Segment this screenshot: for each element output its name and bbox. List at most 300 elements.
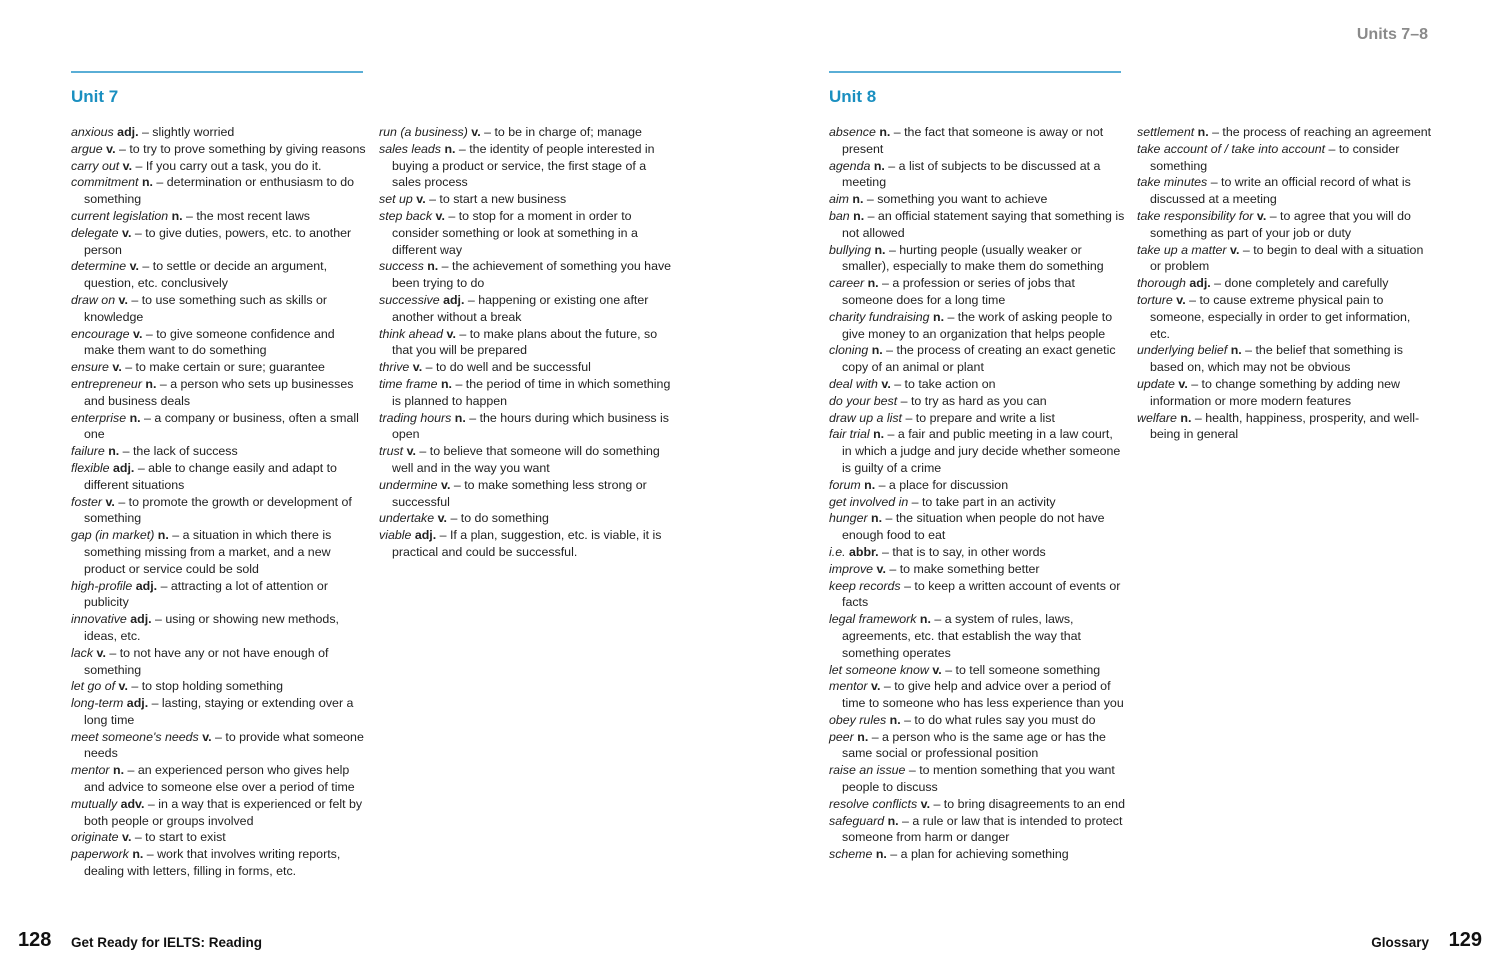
- glossary-entry: [829, 762, 1125, 796]
- unit-7-rule: [71, 71, 363, 73]
- entry-part-of-speech: v.: [1178, 376, 1188, 391]
- entry-part-of-speech: v.: [105, 494, 115, 509]
- glossary-entry: [829, 191, 1125, 208]
- entry-term: let someone know: [829, 662, 929, 677]
- entry-term: hunger: [829, 511, 868, 526]
- entry-term: gap (in market): [71, 528, 155, 543]
- entry-definition: – to mention something that you want people to discuss: [842, 763, 1115, 795]
- entry-term: mentor: [71, 763, 110, 778]
- entry-part-of-speech: n.: [873, 158, 885, 173]
- entry-definition: – the work of asking people to give money to an organization that helps people: [842, 309, 1113, 341]
- entry-term: paperwork: [71, 847, 129, 862]
- glossary-entry: [71, 796, 367, 830]
- entry-definition: – the period of time in which something is planned to happen: [392, 376, 671, 408]
- entry-term: take minutes: [1137, 175, 1208, 190]
- entry-part-of-speech: v.: [1230, 242, 1240, 257]
- glossary-entry: [71, 678, 367, 695]
- entry-term: torture: [1137, 292, 1173, 307]
- entry-definition: – the achievement of something you have been trying to do: [392, 259, 672, 291]
- entry-definition: – the identity of people interested in buying a product or service, the first stage of a sales process: [392, 141, 655, 190]
- glossary-entry: [829, 796, 1125, 813]
- entry-term: thrive: [379, 360, 410, 375]
- glossary-entry: [829, 813, 1125, 847]
- entry-term: undertake: [379, 511, 435, 526]
- entry-term: get involved in: [829, 494, 909, 509]
- entry-definition: – to begin to deal with a situation or problem: [1150, 242, 1424, 274]
- entry-definition: – to prepare and write a list: [902, 410, 1055, 425]
- entry-part-of-speech: v.: [118, 679, 128, 694]
- glossary-entry: [1137, 342, 1433, 376]
- glossary-entry: [829, 393, 1125, 410]
- entry-definition: – to do what rules say you must do: [900, 712, 1096, 727]
- entry-term: delegate: [71, 225, 119, 240]
- entry-definition: – a person who sets up businesses and business deals: [84, 376, 354, 408]
- glossary-entry: [379, 124, 675, 141]
- glossary-entry: [71, 174, 367, 208]
- entry-part-of-speech: n.: [157, 528, 169, 543]
- entry-part-of-speech: v.: [437, 511, 447, 526]
- entry-term: charity fundraising: [829, 309, 930, 324]
- glossary-entry: [71, 578, 367, 612]
- left-page-number: 128: [18, 929, 52, 951]
- glossary-entry: [71, 326, 367, 360]
- entry-part-of-speech: n.: [113, 763, 125, 778]
- glossary-entry: [829, 342, 1125, 376]
- entry-part-of-speech: adj.: [130, 612, 152, 627]
- entry-part-of-speech: v.: [932, 662, 942, 677]
- glossary-entry: [1137, 208, 1433, 242]
- entry-term: argue: [71, 141, 103, 156]
- glossary-entry: [829, 578, 1125, 612]
- entry-term: meet someone's needs: [71, 729, 199, 744]
- entry-part-of-speech: n.: [889, 712, 901, 727]
- entry-term: career: [829, 276, 865, 291]
- entry-term: high-profile: [71, 578, 133, 593]
- entry-term: peer: [829, 729, 854, 744]
- glossary-entry: [1137, 275, 1433, 292]
- entry-part-of-speech: adj.: [135, 578, 158, 593]
- entry-part-of-speech: n.: [1230, 343, 1242, 358]
- entry-definition: – to make something better: [885, 561, 1040, 576]
- entry-term: step back: [379, 208, 433, 223]
- glossary-entry: [1137, 124, 1433, 141]
- entry-part-of-speech: adv.: [120, 796, 145, 811]
- right-page-number: 129: [1448, 929, 1482, 951]
- unit-8-title: Unit 8: [829, 87, 877, 106]
- glossary-entry: [829, 712, 1125, 729]
- entry-term: improve: [829, 561, 874, 576]
- entry-part-of-speech: v.: [129, 259, 139, 274]
- entry-term: set up: [379, 192, 413, 207]
- entry-part-of-speech: n.: [129, 410, 141, 425]
- entry-part-of-speech: n.: [864, 477, 876, 492]
- entry-definition: – an experienced person who gives help and advice to someone else over a period of time: [84, 763, 355, 795]
- entry-definition: – to agree that you will do something as part of your job or duty: [1150, 208, 1411, 240]
- glossary-column-4: [1137, 124, 1433, 443]
- glossary-entry: [71, 443, 367, 460]
- glossary-entry: [379, 376, 675, 410]
- entry-part-of-speech: v.: [122, 158, 133, 173]
- entry-definition: – something you want to achieve: [863, 192, 1048, 207]
- glossary-entry: [71, 258, 367, 292]
- entry-term: trading hours: [379, 410, 452, 425]
- glossary-entry: [379, 510, 675, 527]
- entry-term: current legislation: [71, 208, 169, 223]
- entry-part-of-speech: n.: [132, 847, 144, 862]
- entry-part-of-speech: n.: [887, 813, 899, 828]
- entry-part-of-speech: v.: [881, 376, 891, 391]
- entry-definition: – lasting, staying or extending over a long time: [84, 696, 354, 727]
- entry-definition: – the most recent laws: [182, 208, 310, 223]
- entry-definition: – using or showing new methods, ideas, etc.: [84, 612, 339, 643]
- entry-term: bullying: [829, 242, 872, 257]
- entry-part-of-speech: v.: [876, 561, 886, 576]
- entry-part-of-speech: v.: [471, 125, 481, 139]
- entry-part-of-speech: n.: [853, 208, 865, 223]
- entry-definition: – the fact that someone is away or not present: [842, 125, 1104, 156]
- entry-term: think ahead: [379, 326, 444, 341]
- entry-part-of-speech: adj.: [113, 460, 135, 475]
- entry-definition: – determination or enthusiasm to do something: [84, 175, 355, 207]
- entry-part-of-speech: adj.: [126, 696, 149, 711]
- entry-term: take responsibility for: [1137, 208, 1254, 223]
- glossary-entry: [829, 208, 1125, 242]
- entry-part-of-speech: n.: [875, 847, 887, 862]
- entry-definition: – to believe that someone will do something well and in the way you want: [392, 444, 660, 475]
- entry-part-of-speech: abbr.: [848, 544, 879, 559]
- glossary-entry: [829, 729, 1125, 763]
- entry-term: ensure: [71, 360, 109, 375]
- entry-term: update: [1137, 376, 1175, 391]
- glossary-entry: [71, 359, 367, 376]
- glossary-entry: [71, 376, 367, 410]
- glossary-entry: [379, 443, 675, 477]
- entry-definition: – the process of creating an exact genetic copy of an animal or plant: [842, 343, 1116, 375]
- glossary-entry: [379, 410, 675, 444]
- entry-part-of-speech: n.: [857, 729, 869, 744]
- entry-definition: – the lack of success: [119, 444, 238, 459]
- glossary-entry: [379, 292, 675, 326]
- entry-definition: – health, happiness, prosperity, and well-being in general: [1150, 410, 1420, 442]
- entry-definition: – a person who is the same age or has the same social or professional position: [842, 729, 1106, 761]
- entry-definition: – to make something less strong or successful: [392, 477, 647, 509]
- glossary-entry: [829, 309, 1125, 343]
- entry-part-of-speech: n.: [919, 612, 931, 627]
- entry-part-of-speech: v.: [133, 326, 143, 341]
- entry-definition: – to stop holding something: [127, 679, 283, 694]
- entry-term: fair trial: [829, 427, 870, 442]
- glossary-entry: [379, 141, 675, 191]
- entry-part-of-speech: n.: [444, 141, 456, 156]
- entry-part-of-speech: n.: [867, 276, 879, 291]
- entry-definition: – to take action on: [890, 376, 996, 391]
- entry-definition: – hurting people (usually weaker or smaller), especially to make them do something: [842, 242, 1104, 274]
- entry-definition: – to promote the growth or development of something: [84, 494, 352, 526]
- entry-term: anxious: [71, 125, 114, 139]
- entry-definition: – to make certain or sure; guarantee: [121, 360, 325, 375]
- glossary-entry: [829, 544, 1125, 561]
- glossary-entry: [829, 494, 1125, 511]
- entry-part-of-speech: n.: [852, 192, 864, 207]
- entry-definition: – to provide what someone needs: [84, 729, 364, 761]
- entry-definition: – a company or business, often a small one: [84, 410, 359, 442]
- entry-definition: – the process of reaching an agreement: [1208, 125, 1432, 139]
- entry-definition: – to settle or decide an argument, question, etc. conclusively: [84, 259, 328, 291]
- glossary-entry: [829, 611, 1125, 661]
- entry-term: aim: [829, 192, 849, 207]
- glossary-entry: [829, 376, 1125, 393]
- glossary-entry: [379, 359, 675, 376]
- entry-part-of-speech: adj.: [117, 125, 139, 139]
- glossary-entry: [829, 477, 1125, 494]
- entry-definition: – to change something by adding new information or more modern features: [1150, 376, 1400, 408]
- entry-definition: – happening or existing one after another without a break: [392, 292, 649, 324]
- entry-definition: – to do well and be successful: [422, 360, 591, 375]
- entry-term: resolve conflicts: [829, 796, 918, 811]
- glossary-entry: [71, 695, 367, 729]
- entry-part-of-speech: v.: [1176, 292, 1186, 307]
- glossary-entry: [379, 477, 675, 511]
- entry-definition: – to keep a written account of events or facts: [842, 578, 1121, 610]
- glossary-entry: [71, 846, 367, 880]
- entry-definition: – to tell someone something: [941, 662, 1101, 677]
- glossary-entry: [829, 510, 1125, 544]
- entry-term: i.e.: [829, 544, 846, 559]
- entry-term: take up a matter: [1137, 242, 1227, 257]
- glossary-entry: [1137, 141, 1433, 175]
- entry-term: ban: [829, 208, 850, 223]
- glossary-entry: [829, 846, 1125, 863]
- entry-term: draw on: [71, 292, 116, 307]
- entry-term: cloning: [829, 343, 869, 358]
- entry-term: success: [379, 259, 424, 274]
- glossary-entry: [829, 561, 1125, 578]
- entry-term: absence: [829, 125, 876, 139]
- glossary-entry: [71, 208, 367, 225]
- glossary-entry: [829, 426, 1125, 476]
- entry-definition: – work that involves writing reports, dealing with letters, filling in forms, etc.: [84, 847, 341, 879]
- entry-term: run (a business): [379, 125, 468, 139]
- glossary-entry: [71, 494, 367, 528]
- glossary-entry: [379, 527, 675, 561]
- entry-term: raise an issue: [829, 763, 906, 778]
- unit-8-rule: [829, 71, 1121, 73]
- entry-term: forum: [829, 477, 861, 492]
- unit-7-title: Unit 7: [71, 87, 119, 106]
- entry-part-of-speech: n.: [171, 208, 183, 223]
- glossary-entry: [379, 208, 675, 258]
- entry-definition: – a place for discussion: [875, 477, 1009, 492]
- glossary-entry: [71, 829, 367, 846]
- entry-term: innovative: [71, 612, 127, 627]
- glossary-entry: [71, 611, 367, 645]
- entry-term: mutually: [71, 796, 118, 811]
- entry-definition: – to bring disagreements to an end: [930, 796, 1125, 811]
- entry-definition: – If a plan, suggestion, etc. is viable, it is practical and could be successful.: [392, 528, 662, 559]
- glossary-entry: [71, 141, 367, 158]
- entry-definition: – to try as hard as you can: [897, 393, 1047, 408]
- entry-term: commitment: [71, 175, 139, 190]
- entry-part-of-speech: v.: [871, 679, 881, 694]
- entry-definition: – a list of subjects to be discussed at a meeting: [842, 158, 1101, 190]
- glossary-entry: [829, 275, 1125, 309]
- entry-term: foster: [71, 494, 102, 509]
- entry-definition: – done completely and carefully: [1210, 276, 1389, 291]
- glossary-entry: [829, 158, 1125, 192]
- entry-part-of-speech: n.: [454, 410, 466, 425]
- entry-term: entrepreneur: [71, 376, 142, 391]
- entry-definition: – to try to prove something by giving reasons: [115, 141, 366, 156]
- glossary-entry: [829, 410, 1125, 427]
- entry-part-of-speech: adj.: [414, 528, 437, 543]
- entry-part-of-speech: adj.: [1189, 276, 1211, 291]
- entry-definition: – to give duties, powers, etc. to another person: [84, 225, 352, 257]
- entry-definition: – a fair and public meeting in a law court, in which a judge and jury decide whether someone is guilty of a crime: [842, 427, 1121, 475]
- book-title: Get Ready for IELTS: Reading: [71, 935, 263, 950]
- entry-definition: – the hours during which business is open: [392, 410, 669, 442]
- entry-term: mentor: [829, 679, 868, 694]
- glossary-column-3: [829, 124, 1125, 863]
- entry-part-of-speech: v.: [406, 444, 416, 459]
- entry-part-of-speech: v.: [920, 796, 931, 811]
- entry-term: successive: [379, 292, 440, 307]
- entry-part-of-speech: n.: [871, 511, 883, 526]
- entry-definition: – slightly worried: [138, 125, 235, 139]
- entry-part-of-speech: v.: [441, 477, 451, 492]
- entry-term: obey rules: [829, 712, 887, 727]
- entry-term: undermine: [379, 477, 438, 492]
- entry-definition: – to stop for a moment in order to consider something or look at something in a different way: [392, 208, 638, 257]
- entry-term: carry out: [71, 158, 120, 173]
- entry-term: sales leads: [379, 141, 441, 156]
- entry-part-of-speech: v.: [96, 645, 106, 660]
- entry-term: draw up a list: [829, 410, 903, 425]
- glossary-entry: [71, 460, 367, 494]
- entry-definition: – the situation when people do not have enough food to eat: [842, 511, 1105, 543]
- entry-definition: – If you carry out a task, you do it.: [132, 158, 322, 173]
- entry-term: welfare: [1137, 410, 1177, 425]
- glossary-entry: [71, 729, 367, 763]
- glossary-entry: [379, 191, 675, 208]
- entry-part-of-speech: v.: [1256, 208, 1267, 223]
- glossary-entry: [829, 678, 1125, 712]
- entry-definition: – to do something: [447, 511, 549, 526]
- entry-part-of-speech: n.: [874, 242, 886, 257]
- entry-term: viable: [379, 528, 412, 543]
- entry-term: thorough: [1137, 276, 1186, 291]
- entry-term: safeguard: [829, 813, 885, 828]
- entry-term: let go of: [71, 679, 116, 694]
- entry-definition: – to be in charge of; manage: [480, 125, 642, 139]
- entry-definition: – that is to say, in other words: [878, 544, 1046, 559]
- entry-part-of-speech: n.: [141, 175, 153, 190]
- entry-part-of-speech: n.: [427, 259, 439, 274]
- glossary-entry: [829, 662, 1125, 679]
- entry-term: originate: [71, 830, 119, 845]
- entry-definition: – a rule or law that is intended to protect someone from harm or danger: [842, 813, 1123, 845]
- entry-definition: – to start to exist: [131, 830, 226, 845]
- entry-definition: – the belief that something is based on, which may not be obvious: [1150, 343, 1403, 375]
- glossary-entry: [1137, 376, 1433, 410]
- glossary-entry: [71, 645, 367, 679]
- entry-part-of-speech: v.: [106, 141, 116, 156]
- glossary-entry: [71, 292, 367, 326]
- entry-term: take account of / take into account: [1137, 141, 1326, 156]
- entry-definition: – to consider something: [1150, 141, 1400, 173]
- entry-part-of-speech: v.: [122, 225, 132, 240]
- glossary-entry: [1137, 242, 1433, 276]
- entry-definition: – attracting a lot of attention or publicity: [84, 578, 328, 610]
- entry-term: encourage: [71, 326, 130, 341]
- entry-term: flexible: [71, 460, 110, 475]
- entry-part-of-speech: v.: [416, 192, 426, 207]
- glossary-entry: [379, 258, 675, 292]
- entry-definition: – to give help and advice over a period of time to someone who has less experience than you: [842, 679, 1124, 711]
- entry-part-of-speech: n.: [145, 376, 157, 391]
- entry-definition: – a situation in which there is something missing from a market, and a new product or service could be sold: [84, 528, 332, 576]
- entry-term: lack: [71, 645, 94, 660]
- entry-part-of-speech: v.: [112, 360, 122, 375]
- entry-part-of-speech: v.: [202, 729, 212, 744]
- entry-part-of-speech: v.: [412, 360, 423, 375]
- entry-definition: – an official statement saying that something is not allowed: [842, 208, 1125, 240]
- entry-definition: – to make plans about the future, so that you will be prepared: [392, 326, 658, 358]
- entry-term: trust: [379, 444, 404, 459]
- glossary-entry: [379, 326, 675, 360]
- entry-definition: – able to change easily and adapt to different situations: [84, 460, 337, 492]
- glossary-entry: [1137, 174, 1433, 208]
- entry-term: scheme: [829, 847, 873, 862]
- entry-part-of-speech: v.: [121, 830, 132, 845]
- entry-term: agenda: [829, 158, 871, 173]
- entry-term: deal with: [829, 376, 878, 391]
- entry-part-of-speech: n.: [108, 444, 120, 459]
- entry-definition: – to start a new business: [425, 192, 567, 207]
- entry-part-of-speech: n.: [440, 376, 452, 391]
- glossary-entry: [71, 158, 367, 175]
- glossary-entry: [829, 124, 1125, 158]
- glossary-entry: [71, 225, 367, 259]
- entry-definition: – to give someone confidence and make them want to do something: [84, 326, 335, 358]
- glossary-entry: [71, 527, 367, 577]
- entry-definition: – to use something such as skills or knowledge: [84, 292, 327, 324]
- entry-part-of-speech: adj.: [443, 292, 465, 307]
- entry-definition: – to cause extreme physical pain to someone, especially in order to get information, etc.: [1150, 292, 1411, 341]
- entry-term: determine: [71, 259, 127, 274]
- entry-part-of-speech: v.: [118, 292, 128, 307]
- glossary-column-2: [379, 124, 675, 561]
- entry-term: failure: [71, 444, 105, 459]
- entry-part-of-speech: v.: [435, 208, 445, 223]
- entry-term: do your best: [829, 393, 898, 408]
- entry-definition: – a system of rules, laws, agreements, etc. that establish the way that something operates: [842, 612, 1081, 660]
- glossary-entry: [1137, 410, 1433, 444]
- glossary-column-1: [71, 124, 367, 880]
- entry-term: keep records: [829, 578, 901, 593]
- entry-part-of-speech: n.: [879, 125, 891, 139]
- running-head: Units 7–8: [1356, 26, 1428, 43]
- entry-term: enterprise: [71, 410, 127, 425]
- glossary-entry: [829, 242, 1125, 276]
- entry-definition: – to write an official record of what is discussed at a meeting: [1150, 175, 1411, 207]
- entry-term: settlement: [1137, 125, 1195, 139]
- entry-part-of-speech: n.: [873, 427, 885, 442]
- glossary-entry: [71, 410, 367, 444]
- entry-definition: – in a way that is experienced or felt by both people or groups involved: [84, 796, 363, 828]
- glossary-entry: [1137, 292, 1433, 342]
- entry-part-of-speech: n.: [1197, 125, 1209, 139]
- entry-term: long-term: [71, 696, 124, 711]
